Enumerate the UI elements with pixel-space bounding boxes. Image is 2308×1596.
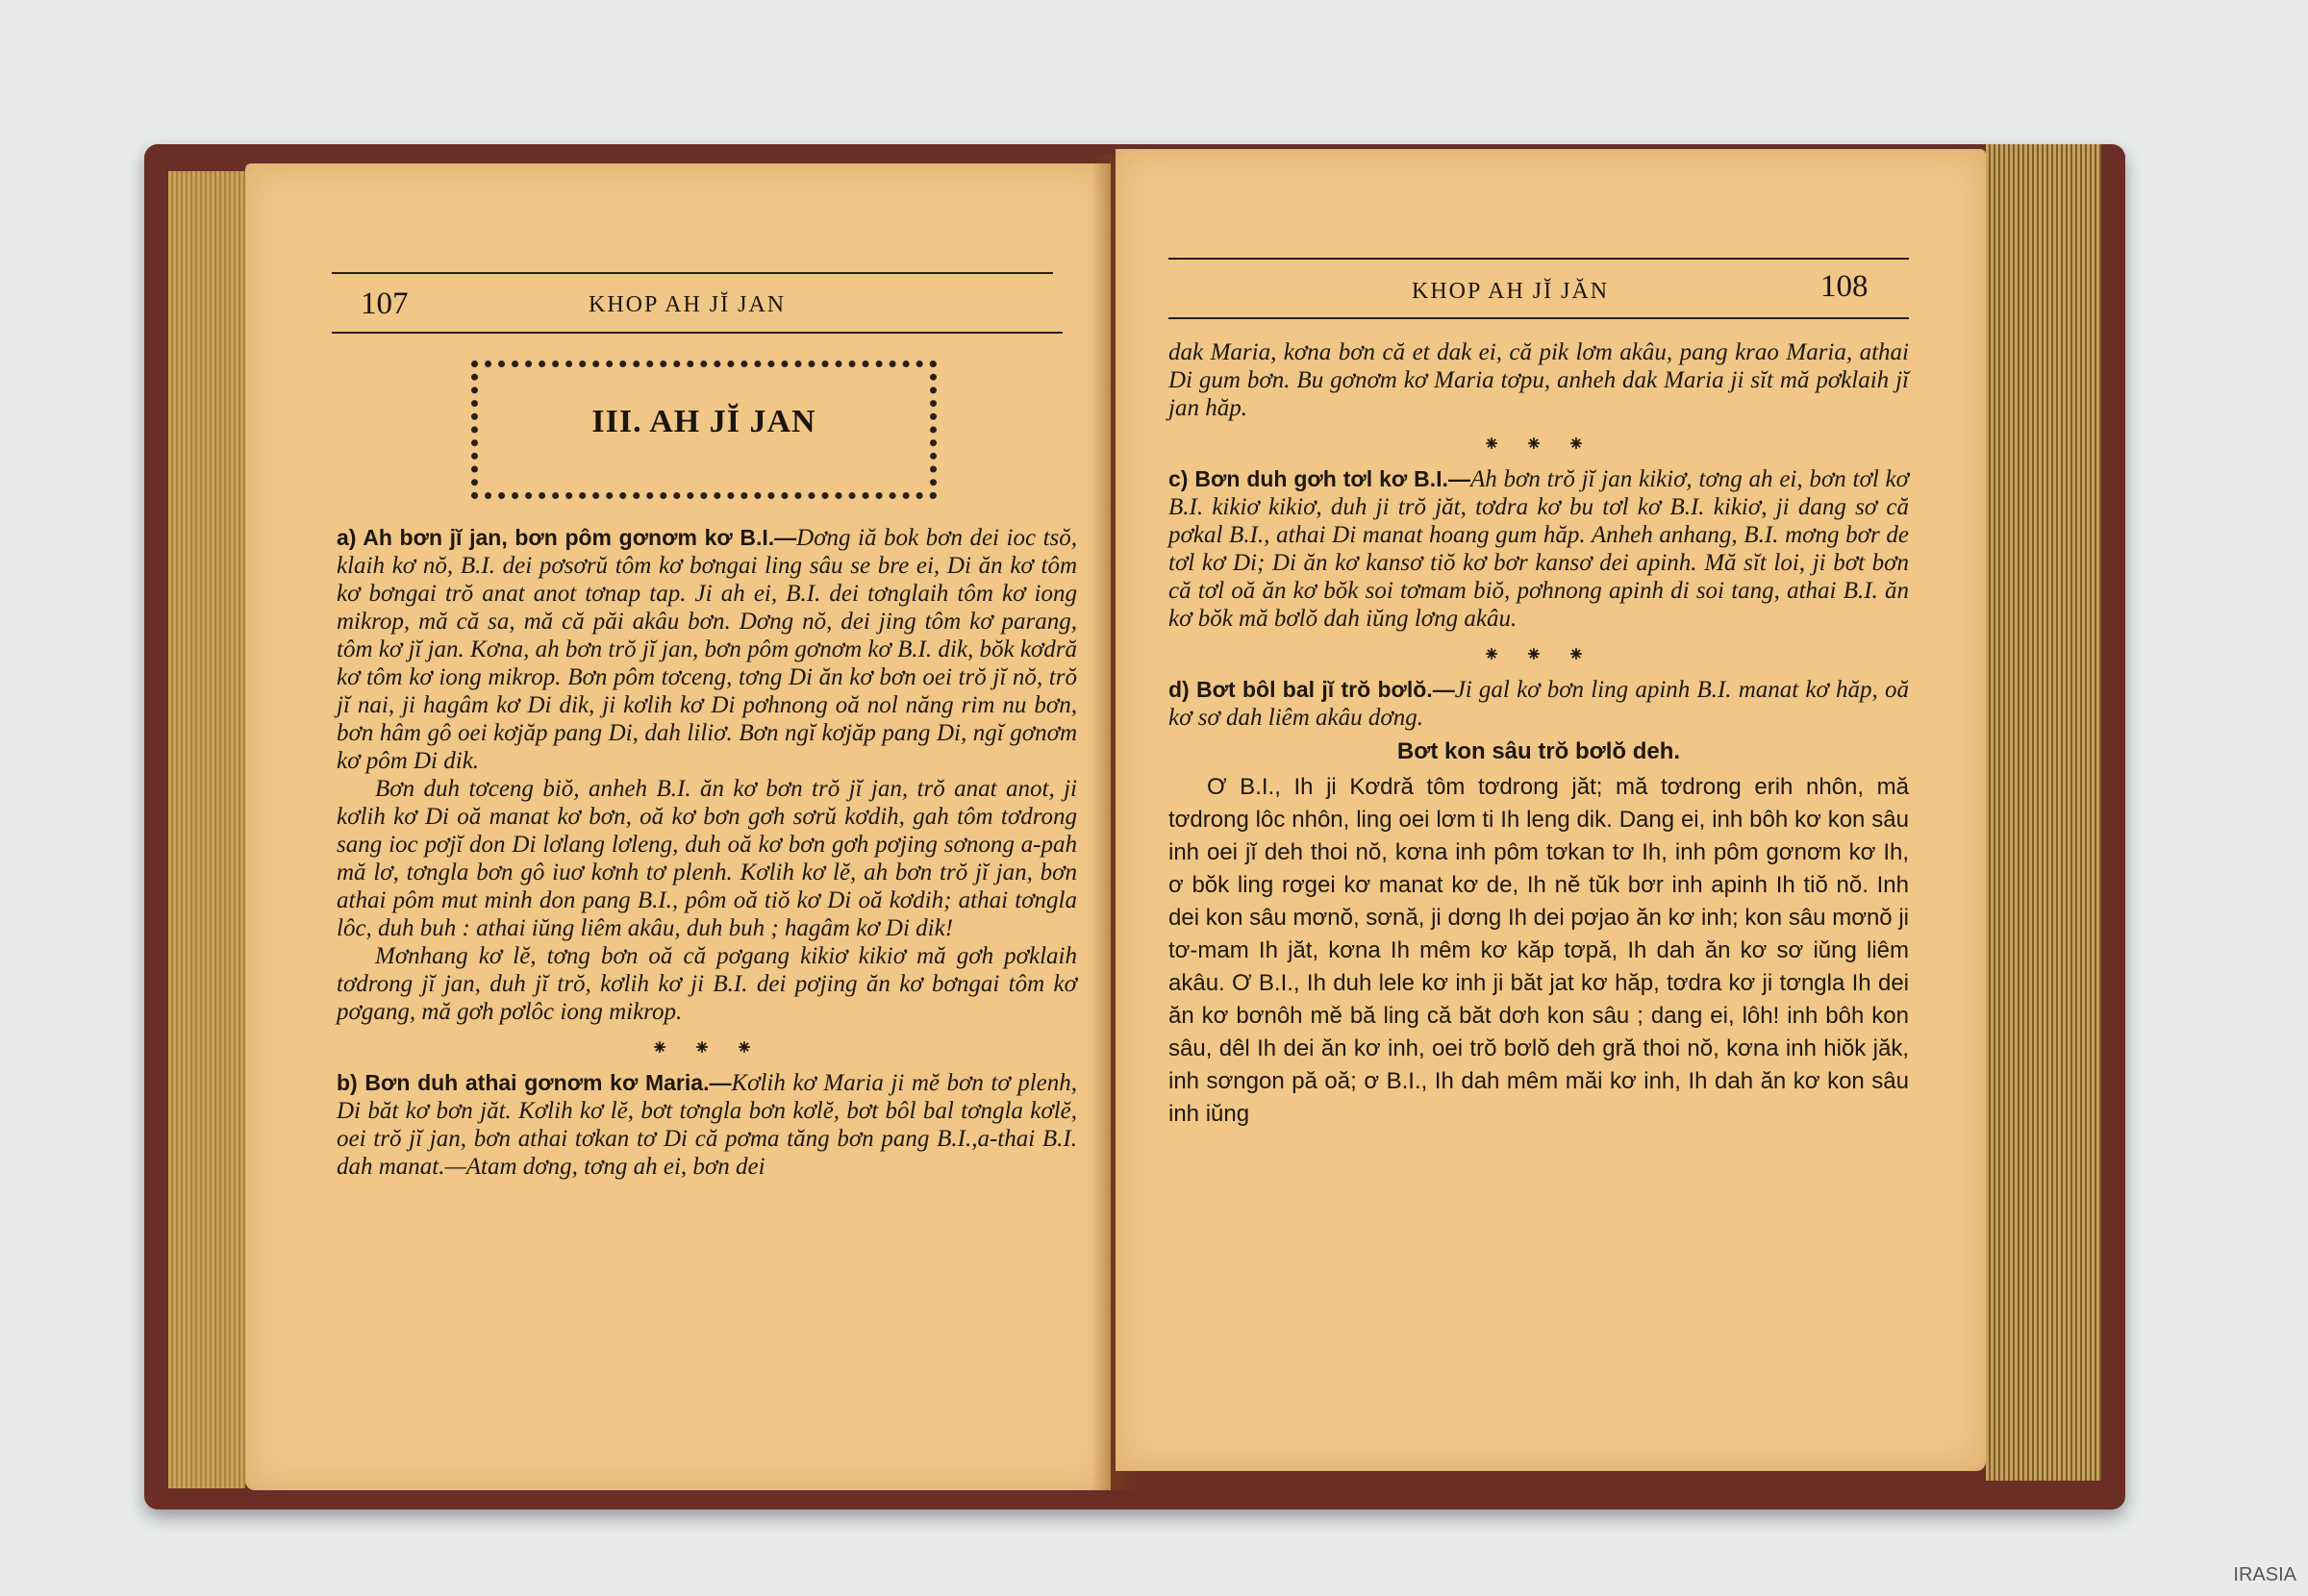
- section-c-heading: c) Bơn duh gơh tơl kơ B.I.—: [1168, 466, 1470, 491]
- page-edges-right: [1986, 144, 2101, 1481]
- chapter-title: III. AH JĬ JAN: [591, 404, 816, 439]
- section-a-text: Dơng iă bok bơn dei ioc tsŏ, klaih kơ nŏ, B.I. dei pơsơrŭ tôm kơ bơngai ling sâu se bre ei, Di ăn kơ tôm kơ bơngai trŏ anat anot tơnap tap. Ji ah ei, B.I. dei tơnglaih tôm kơ iong mikrop, mă că sa, mă că păi akâu bơn. Dơng nŏ, dei jing tôm kơ parang, tôm kơ jĭ jan. Kơna, ah bơn trŏ jĭ jan, bơn pôm gơnơm kơ B.I. dik, bŏk kơdră kơ tôm kơ iong mikrop. Bơn pôm tơceng, tơng Di ăn kơ bơn oei trŏ jĭ nŏ, trŏ jĭ nai, ji hagâm kơ Di dik, ji kơlih kơ Di pơhnong oă nol năng rim nu bơn, bơn hâm gô oei kơjăp pang Di, dah liliơ. Bơn ngĭ kơjăp pang Di, ngĭ gơnơm kơ pôm Di dik.: [337, 525, 1077, 774]
- header-rule-bottom-left: [332, 332, 1063, 334]
- right-page-body: [1168, 338, 1909, 1131]
- left-page-body: [337, 524, 1077, 1181]
- page-edges-left: [168, 171, 245, 1488]
- prayer-text: Ơ B.I., Ih ji Kơdră tôm tơdrong jăt; mă tơdrong erih nhôn, mă tơdrong lôc nhôn, ling oei lơm ti Ih leng dik. Dang ei, inh bôh kơ kon sâu inh oei jĭ deh thoi nŏ, kơna inh pôm tơkan tơ Ih, inh pôm gơnơm kơ Ih, ơ bŏk ling rơgei kơ manat kơ de, Ih nĕ tŭk bơr inh apinh Ih tiŏ nŏ. Inh dei kon sâu mơnŏ, sơnă, ji dơng Ih dei pơjao ăn kơ inh; kon sâu mơnŏ ji tơ-mam Ih jăt, kơna Ih mêm kơ kăp tơpă, Ih dah ăn kơ sơ iŭng liêm akâu. Ơ B.I., Ih duh lele kơ inh ji băt jat kơ hăp, tơdra kơ ji tơngla Ih dei ăn kơ bơnôh mĕ bă ling că băt dơh kon sâu ; dang ei, lôh! inh bôh kon sâu, dêl Ih dei ăn kơ inh, oei trŏ bơlŏ deh gră thoi nŏ, kơna inh hiŏk jăk, inh sơngon pă oă; ơ B.I., Ih dah mêm măi kơ inh, Ih dah ăn kơ kon sâu inh iŭng: [1168, 774, 1909, 1127]
- section-b-continuation: dak Maria, kơna bơn că et dak ei, că pik lơm akâu, pang krao Maria, athai Di gum bơn. Bu gơnơm kơ Maria tơpu, anheh dak Maria ji sĭt mă pơklaih jĭ jan hăp.: [1168, 339, 1909, 421]
- section-d-text: Ji gal kơ bơn ling apinh B.I. manat kơ hăp, oă kơ sơ dah liêm akâu dơng.: [1168, 677, 1909, 731]
- prayer-title: Bơt kon sâu trŏ bơlŏ deh.: [1396, 738, 1681, 764]
- header-rule-bottom-right: [1168, 317, 1909, 319]
- section-divider-stars-2: ⁕ ⁕ ⁕: [1482, 642, 1595, 666]
- section-b-heading: b) Bơn duh athai gơnơm kơ Maria.—: [337, 1070, 732, 1095]
- watermark: IRASIA: [2233, 1564, 2296, 1585]
- section-a-paragraph-2: Bơn duh tơceng biŏ, anheh B.I. ăn kơ bơn trŏ jĭ jan, trŏ anat anot, ji kơlih kơ Di oă manat kơ bơn, oă kơ bơn gơh sơrŭ kơdih, gah tôm tơdrong sang ioc pơjĭ don Di lơlang lơleng, duh oă kơ bơn gơh pơjing sơnong a-pah mă lơ, tơngla bơn gô iuơ kơnh tơ plenh. Kơlih kơ lĕ, ah bơn trŏ jĭ jan, bơn athai pôm mut minh don pang B.I., pôm oă tiŏ kơ Di oă kơdih; athai tơngla lôc, duh buh : athai iŭng liêm akâu, duh buh ; hagâm kơ Di dik!: [337, 776, 1077, 941]
- section-d-heading: d) Bơt bôl bal jĭ trŏ bơlŏ.—: [1168, 677, 1455, 702]
- page-number-left: 107: [361, 287, 409, 321]
- section-a-heading: a) Ah bơn jĭ jan, bơn pôm gơnơm kơ B.I.—: [337, 525, 797, 550]
- running-head-right: KHOP AH JĬ JĂN: [1412, 279, 1610, 304]
- header-rule-top-right: [1168, 258, 1909, 260]
- page-number-right: 108: [1820, 269, 1869, 304]
- header-rule-top-left: [332, 272, 1053, 274]
- section-b-text: Kơlih kơ Maria ji mĕ bơn tơ plenh, Di băt kơ bơn jăt. Kơlih kơ lĕ, bơt tơngla bơn kơlĕ, bơt bôl bal tơngla kơlĕ, oei trŏ jĭ jan, bơn athai tơkan tơ Di că pơma tăng bơn pang B.I.,a-thai B.I. dah manat.—Atam dơng, tơng ah ei, bơn dei: [337, 1070, 1077, 1180]
- section-divider-stars: ⁕ ⁕ ⁕: [650, 1035, 764, 1060]
- section-a-paragraph-3: Mơnhang kơ lĕ, tơng bơn oă că pơgang kikiơ kikiơ mă gơh pơklaih tơdrong jĭ jan, duh jĭ trŏ, kơlih kơ ji B.I. dei pơjing ăn kơ bơngai tôm kơ pơgang, mă gơh pơlôc iong mikrop.: [337, 943, 1077, 1025]
- running-head-left: KHOP AH JĬ JAN: [589, 292, 787, 317]
- section-divider-stars-1: ⁕ ⁕ ⁕: [1482, 432, 1595, 456]
- section-c-text: Ah bơn trŏ jĭ jan kikiơ, tơng ah ei, bơn tơl kơ B.I. kikiơ kikiơ, duh ji trŏ jăt, tơdra kơ bu tơl kơ B.I. kikiơ, ji dang sơ că pơkal B.I., athai Di manat hoang gum hăp. Anheh anhang, B.I. mơng bơr de tơl kơ Di; Di ăn kơ kansơ tiŏ kơ bơr kansơ dei apinh. Mă sĭt loi, ji bơt bơn că tơl oă ăn kơ bŏk soi tơmam biŏ, pơhnong apinh di soi tang, athai B.I. ăn kơ bŏk mă bơlŏ dah iŭng lơng akâu.: [1168, 466, 1909, 632]
